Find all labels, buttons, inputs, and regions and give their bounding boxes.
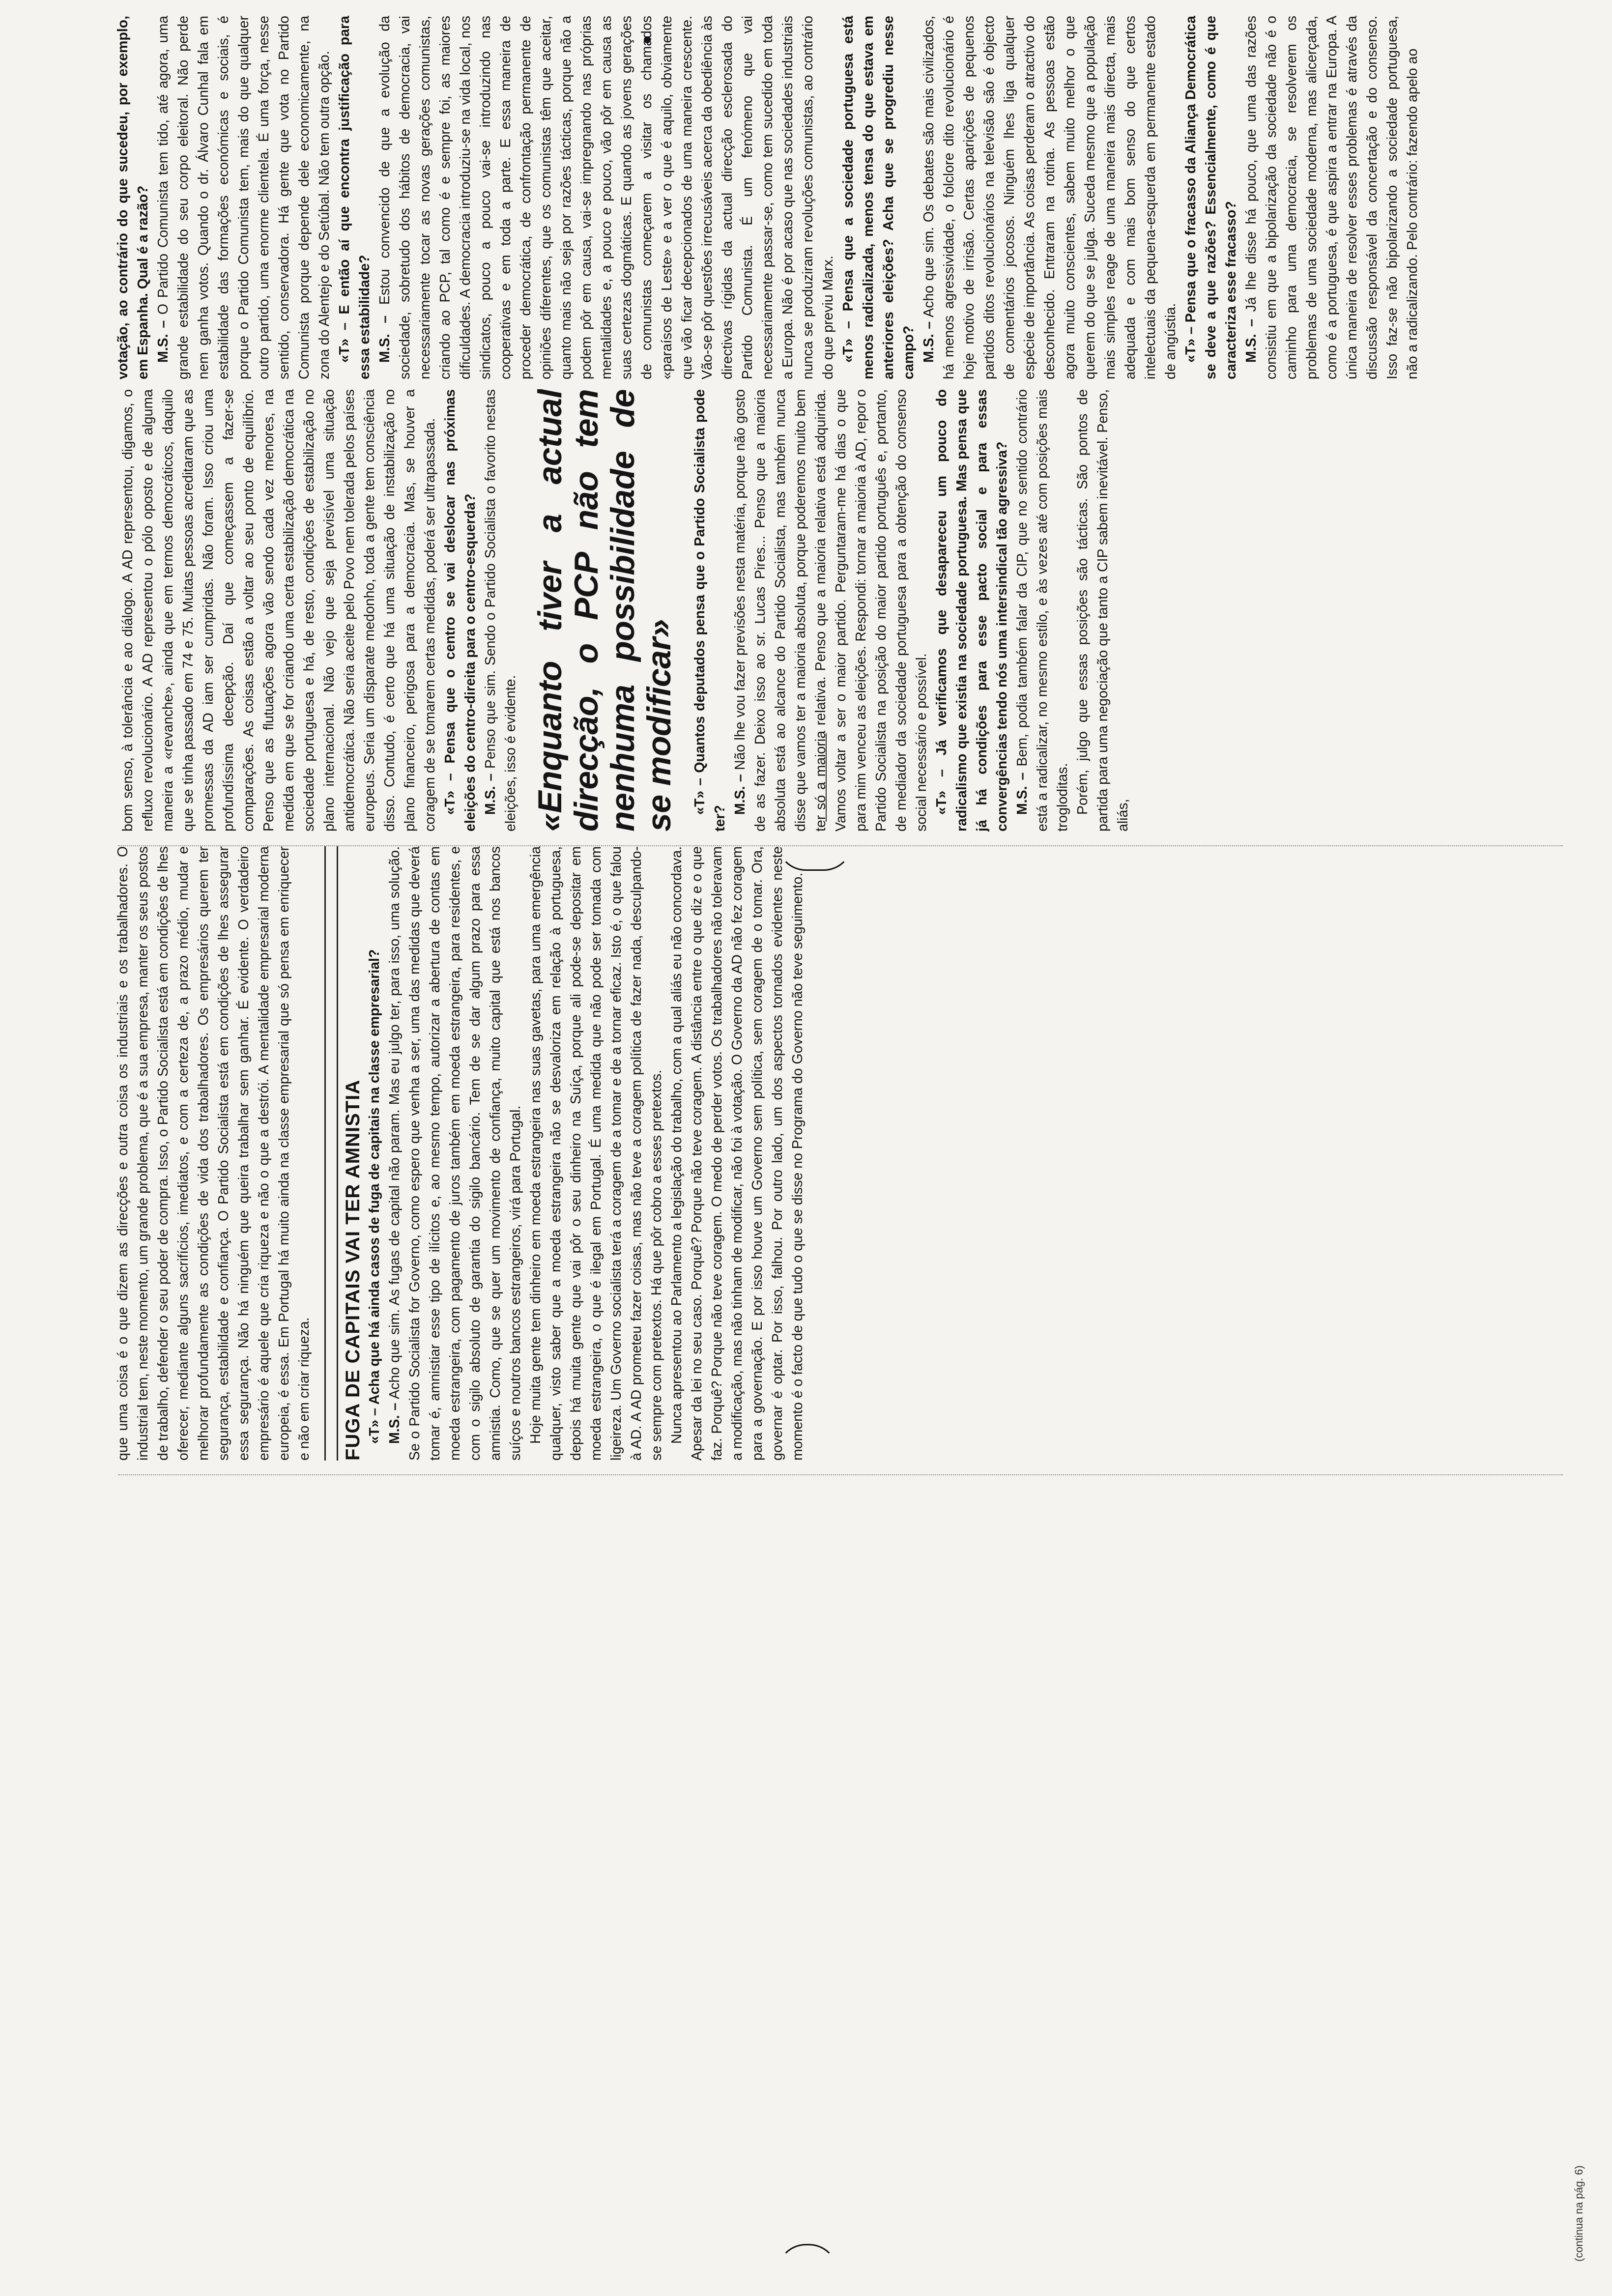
section-heading: FUGA DE CAPITAIS VAI TER AMNISTIA xyxy=(337,846,365,1461)
interview-answer xyxy=(1012,389,1073,832)
answer-text: Bem, podia também falar da CIP, que no sentido contrário está a radicalizar, no mesmo estilo, e às vezes até com posições mais trogloditas. xyxy=(1014,389,1070,832)
column-1 xyxy=(113,16,1568,379)
interview-answer xyxy=(730,389,932,832)
pull-quote: «Enquanto tiver a actual direcção, o PCP não tem nenhuma possibilidade de se modificar» xyxy=(531,389,678,832)
interview-question: «T» – Pensa que o centro se vai deslocar nas próximas eleições do centro-direita para o centro-esquerda? xyxy=(442,389,478,832)
interview-answer xyxy=(385,846,526,1461)
speaker-label: M.S. – xyxy=(732,774,748,815)
speaker-label: M.S. – xyxy=(155,320,171,363)
body-paragraph: Nunca apresentou ao Parlamento a legislação do trabalho, com a qual aliás eu não concordava. Apesar da lei no seu caso. Porquê? Porque não teve coragem. A distância entre o que diz e o que faz. Porquê? Porque não teve coragem. O medo de perder votos. Os trabalhadores não toleravam a modificação, mas não tinham de modificar, não foi à votação. O Governo da AD não fez coragem para a governação. E por isso houve um Governo sem política, sem coragem de o tomar. Ora, governar é optar. Por isso, falhou. Por outro lado, um dos aspectos tornados evidentes neste momento é o facto de que tudo o que se disse no Programa do Governo não teve seguimento. xyxy=(669,846,806,1461)
interview-question: «T» – Quantos deputados pensa que o Partido Socialista pode ter? xyxy=(692,389,728,832)
interview-answer xyxy=(919,16,1181,379)
interview-answer xyxy=(153,16,335,379)
answer-text: O Partido Comunista tem tido, até agora, uma grande estabilidade do seu corpo eleitoral. Não perde nem ganha votos. Quando o dr. Álvaro Cunhal fala em estabilidade das formações económicas e sociais, é porque o Partido Comunista tem, mais do que qualquer outro partido, uma enorme clientela. É uma força, nesse sentido, conservadora. Há gente que vota no Partido Comunista porque depende dele economicamente, na zona do Alentejo e do Setúbal. Não tem outra opção. xyxy=(155,16,332,379)
answer-text: Acho que sim. Os debates são mais civilizados, há menos agressividade, o folclore dito revolucionário é hoje motivo de irrisão. Certas aparições de pequenos partidos ditos revolucionários na televisão são é objecto de comentários jocosos. Ninguém lhes liga qualquer espécie de importância. As coisas perderam o atractivo do desconhecido. Entraram na rotina. As pessoas estão agora muito conscientes, sabem muito melhor o que querem do que se julga. Suceda mesmo que a população mais simples reage de uma maneira mais directa, mais adequada e com mais bom senso do que certos intelectuais da pequena-esquerda em permanente estado de angústia. xyxy=(921,16,1179,379)
interview-question: votação, ao contrário do que sucedeu, por exemplo, em Espanha. Qual é a razão? xyxy=(115,16,151,379)
speaker-label: M.S. – xyxy=(1014,772,1030,815)
answer-text: Penso que sim. Sendo o Partido Socialista o favorito nestas eleições, isso é evidente. xyxy=(483,389,518,832)
column-2 xyxy=(113,389,1568,832)
speaker-label: M.S. – xyxy=(377,315,393,363)
interview-answer xyxy=(481,389,521,832)
answer-continuation: bom senso, à tolerância e ao diálogo. A AD representou, digamos, o refluxo revolucionário. A AD representou o pólo oposto e de alguma maneira a «revanche», ainda que em termos democráticos, daquilo que se tinha passado em 74 e 75. Muitas pessoas acreditaram que as promessas da AD iam ser cumpridas. Não foram. Isso criou uma profundíssima decepção. Daí que começassem a fazer-se comparações. As coisas estão a voltar ao seu ponto de equilíbrio. Penso que as flutuações agora vão sendo cada vez menores, na medida em que se for criando uma certa estabilização democrática na sociedade portuguesa e há, de resto, condições de estabilização no plano internacional. Não vejo que seja previsível uma situação antidemocrática. Não seria aceite pelo Povo nem tolerada pelos países europeus. Seria um disparate medonho, toda a gente tem consciência disso. Contudo, é certo que há uma situação de instabilização no plano financeiro, perigosa para a democracia. Mas, se houver a coragem de se tomarem certas medidas, poderá ser ultrapassada. xyxy=(120,389,438,832)
left-crop-mark xyxy=(777,2244,838,2276)
answer-text: Já lhe disse há pouco, que uma das razões consistiu em que a bipolarização da sociedade não é o caminho para uma democracia, se resolverem os problemas de uma sociedade moderna, mas alicerçada, como é a portuguesa, é que aspira a entrar na Europa. A única maneira de resolver esses problemas é através da discussão responsável da concertação e do consenso. Isso faz-se não bipolarizando a sociedade portuguesa, não a radicalizando. Pelo contrário: fazendo apelo ao xyxy=(1243,16,1420,379)
answer-continuation: que uma coisa é o que dizem as direcções e outra coisa os industriais e os trabalhadores. O industrial tem, neste momento, um grande problema, que é a sua empresa, manter os seus postos de trabalho, defender o seu poder de compra. Isso, o Partido Socialista está em condições de lhes oferecer, mediante alguns sacrifícios, imediatos, e com a certeza de, a prazo médio, mudar e melhorar profundamente as condições de vida dos trabalhadores. Os empresários querem ter segurança, estabilidade e confiança. O Partido Socialista está em condições de lhes assegurar essa segurança. Não há ninguém que queira trabalhar sem ganhar. É evidente. O verdadeiro empresário é aquele que cria riqueza e não o que a destrói. A mentalidade empresarial moderna europeia, é essa. Em Portugal há muito ainda na classe empresarial que só pensa em enriquecer e não em criar riqueza. xyxy=(115,846,312,1461)
answer-text: Estou convencido de que a evolução da sociedade, sobretudo dos hábitos de democracia, vai necessariamente tocar as novas gerações comunistas, criando ao PCP, tal como é e sempre foi, as maiores dificuldades. A democracia introduziu-se na vida local, nos sindicatos, pouco a pouco vai-se introduzindo nas cooperativas e em toda a parte. E essa maneira de proceder democrática, de confrontação permanente de opiniões diferentes, que os comunistas têm que aceitar, quanto mais não seja por razões tácticas, porque não a podem pôr em causa, vai-se impregnando nas próprias mentalidades e, a pouco e pouco, vão pôr em causa as suas certezas dogmáticas. E quando as jovens gerações de comunistas começarem a visitar os chamados «paraísos de Leste» e a ver o que é aquilo, obviamente que vão ficar decepcionados de uma maneira crescente. Vão-se pôr questões irrecusáveis acerca da obediência às directivas rígidas da actual direcção esclerosada do Partido Comunista. É um fenómeno que vai necessariamente passar-se, como tem sucedido em toda a Europa. Não é por acaso que nas sociedades industriais nunca se produziram revoluções comunistas, ao contrário do que previu Marx. xyxy=(377,16,836,379)
speaker-label: M.S. – xyxy=(387,1403,403,1444)
interview-question: «T» – E então aí que encontra justificação para essa estabilidade? xyxy=(337,16,373,379)
interview-question: «T» – Já verificamos que desapareceu um pouco do radicalismo que existia na sociedade portuguesa. Mas pensa que já há condições para esse pacto social e para essas convergências tendo nós uma intersindical tão agressiva? xyxy=(934,389,1010,832)
column-3 xyxy=(113,846,1568,1461)
body-paragraph: Hoje muita gente tem dinheiro em moeda estrangeira nas suas gavetas, para uma emergência qualquer, visto saber que a moeda estrangeira não se desvaloriza em relação à portuguesa, depois há muita gente que vai pôr o seu dinheiro na Suíça, porque ali pode-se depositar em moeda estrangeira, o que é ilegal em Portugal. É uma medida que não pode ser tomada com ligeireza. Um Governo socialista terá a coragem de a tomar e de a tornar eficaz. Isto é, o que falou à AD. A AD prometeu fazer coisas, mas não teve a coragem política de fazer nada, desculpando-se sempre com pretextos. Há que pôr cobro a esses pretextos. xyxy=(528,846,664,1461)
answer-text: Não lhe vou fazer previsões nesta matéria, porque não gosto de as fazer. Deixo isso ao sr. Lucas Pires... Penso que a maioria absoluta está ao alcance do Partido Socialista, mas também nunca disse que vamos ter a maioria absoluta, porque poderemos muito bem ter só a maioria relativa. Penso que a maioria relativa está adquirida. Vamos voltar a ser o maior partido. Perguntaram-me há dias o que para mim venceu as eleições. Respondi: tornar a maioria à AD, repor o Partido Socialista na posição do maior partido português e, portanto, de mediador da sociedade portuguesa para a obtenção do consenso social necessário e possível. xyxy=(732,389,929,832)
interview-question: «T» – Pensa que o fracasso da Aliança Democrática se deve a que razões? Essencialmente, como é que caracteriza esse fracasso? xyxy=(1183,16,1239,379)
body-paragraph: Porém, julgo que essas posições são tácticas. São pontos de partida para uma negociação que tanto a CIP sabem inevitável. Penso, aliás, xyxy=(1075,389,1131,832)
column-divider xyxy=(118,1474,1563,1475)
interview-question: «T» – Pensa que a sociedade portuguesa está menos radicalizada, menos tensa do que estava em anteriores eleições? Acha que se progrediu nesse campo? xyxy=(840,16,917,379)
continuation-note: (continua na pág. 6) xyxy=(1573,2165,1585,2262)
speaker-label: M.S. – xyxy=(483,773,498,815)
interview-answer xyxy=(1241,16,1423,379)
speaker-label: M.S. – xyxy=(1243,319,1259,363)
answer-text: Acho que sim. As fugas de capital não param. Mas eu julgo ter, para isso, uma solução. Se o Partido Socialista for Governo, como espero que venha a ser, uma das medidas que deverá tomar é, amnistiar esse tipo de ilícitos e, ao mesmo tempo, autorizar a abertura de contas em moeda estrangeira, com pagamento de juros também em moeda estrangeira, para residentes, e com o sigilo absoluto de garantia do sigilo bancário. Tem de se dar algum prazo para essa amnistia. Como, que se quer um movimento de confiança, muito capital que está nos bancos suíços e noutros bancos estrangeiros, virá para Portugal. xyxy=(387,846,523,1461)
section-rule xyxy=(324,846,326,1461)
interview-answer xyxy=(375,16,838,379)
interview-question: «T» – Acha que há ainda casos de fuga de capitais na classe empresarial? xyxy=(367,949,382,1444)
speaker-label: M.S. – xyxy=(921,321,937,363)
